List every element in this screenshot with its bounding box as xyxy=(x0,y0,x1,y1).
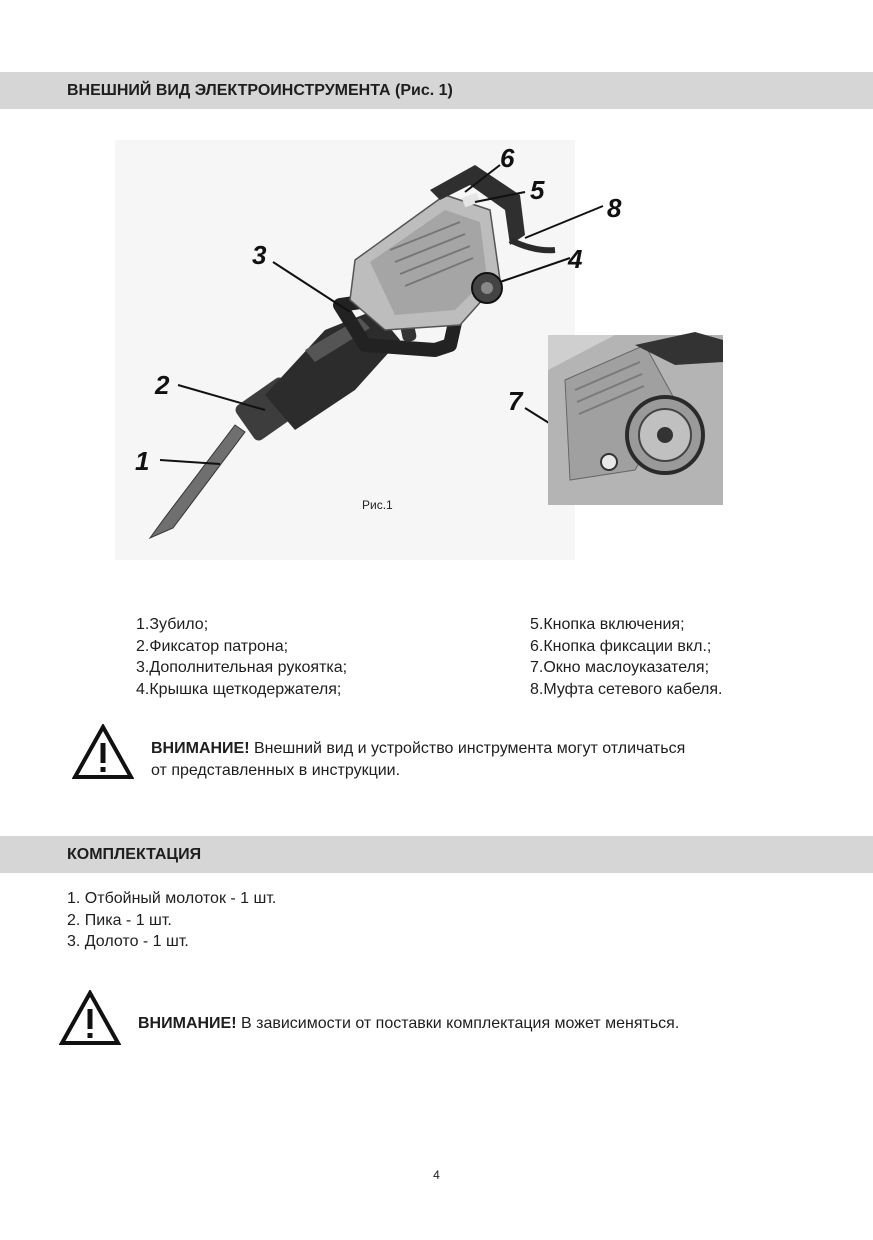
warning-text-line2: от представленных в инструкции. xyxy=(151,762,401,779)
warning-label: ВНИМАНИЕ! xyxy=(151,740,250,757)
legend-item: 2.Фиксатор патрона; xyxy=(136,637,289,655)
section-title: ВНЕШНИЙ ВИД ЭЛЕКТРОИНСТРУМЕНТА (Рис. 1) xyxy=(67,82,453,99)
kit-list xyxy=(67,888,276,953)
section-header-kit xyxy=(0,836,873,873)
legend-item: 6.Кнопка фиксации вкл.; xyxy=(530,637,712,655)
callout-6: 6 xyxy=(500,143,515,173)
kit-item: 2. Пика - 1 шт. xyxy=(67,911,172,929)
callout-2: 2 xyxy=(155,370,170,400)
legend-item: 5.Кнопка включения; xyxy=(530,616,685,633)
warning-text: Внешний вид и устройство инструмента могут отличаться xyxy=(249,740,686,757)
callout-1: 1 xyxy=(135,446,150,476)
callout-5: 5 xyxy=(530,175,545,205)
legend-item: 7.Окно маслоуказателя; xyxy=(530,659,710,676)
kit-item: 1. Отбойный молоток - 1 шт. xyxy=(67,890,277,907)
legend-item: 3.Дополнительная рукоятка; xyxy=(136,659,348,676)
warning-triangle-icon xyxy=(72,724,134,780)
kit-item: 3. Долото - 1 шт. xyxy=(67,933,189,950)
warning-kit xyxy=(138,1013,679,1035)
legend-item: 1.Зубило; xyxy=(136,616,209,633)
page-number: 4 xyxy=(433,1168,440,1182)
section-header-appearance xyxy=(0,72,873,109)
section-title: КОМПЛЕКТАЦИЯ xyxy=(67,846,202,863)
legend-left-column xyxy=(136,614,347,700)
legend-item: 4.Крышка щеткодержателя; xyxy=(136,680,342,698)
callout-3: 3 xyxy=(252,240,267,270)
figure-tool-illustration xyxy=(115,140,735,560)
callout-8: 8 xyxy=(607,193,622,223)
warning-label: ВНИМАНИЕ! xyxy=(138,1015,237,1032)
jackhammer-illustration xyxy=(115,140,735,560)
callout-7: 7 xyxy=(508,386,523,416)
warning-appearance xyxy=(151,738,685,782)
legend-item: 8.Муфта сетевого кабеля. xyxy=(530,680,723,698)
warning-triangle-icon xyxy=(59,990,121,1046)
callout-4: 4 xyxy=(568,244,583,274)
warning-text: В зависимости от поставки комплектация может меняться. xyxy=(236,1015,680,1032)
figure-caption: Рис.1 xyxy=(362,498,393,512)
legend-right-column xyxy=(530,614,722,700)
